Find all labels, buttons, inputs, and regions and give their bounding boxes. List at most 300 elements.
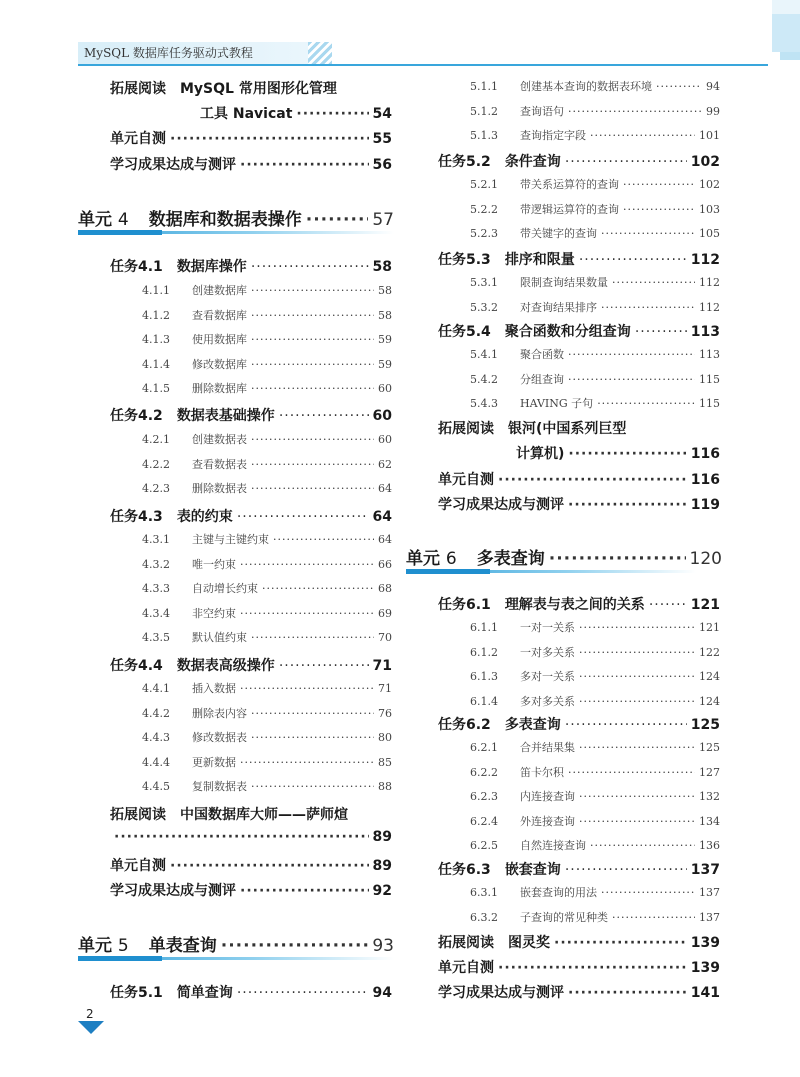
leader-dots (170, 131, 369, 147)
leader-dots (568, 985, 687, 1001)
entry-title: 单元自测 (438, 472, 494, 488)
toc-section-entry[interactable] (142, 580, 392, 596)
leader-dots (568, 348, 695, 361)
toc-unit-test[interactable] (438, 469, 720, 489)
toc-task-entry[interactable] (110, 256, 392, 276)
toc-unit-evaluation[interactable] (438, 494, 720, 514)
toc-task-entry[interactable] (438, 594, 720, 614)
unit-number: 单元 4 (78, 210, 129, 230)
toc-extra-reading-cont[interactable] (110, 829, 392, 845)
header-rule (78, 64, 768, 66)
page-ref: 119 (690, 497, 720, 513)
section-number: 6.2.1 (470, 741, 498, 754)
toc-task-entry[interactable] (110, 982, 392, 1002)
page-number: 2 (86, 1007, 94, 1021)
toc-unit-evaluation[interactable] (110, 154, 392, 174)
section-number: 4.4.3 (142, 731, 170, 745)
toc-extra-reading[interactable] (110, 78, 392, 98)
entry-label: 拓展阅读 (438, 421, 494, 437)
page-ref: 99 (706, 104, 720, 118)
toc-task-entry[interactable] (438, 321, 720, 341)
section-title: 创建基本查询的数据表环境 (520, 80, 652, 93)
leader-dots (273, 533, 374, 546)
section-number: 4.4.5 (142, 780, 170, 794)
leader-dots (590, 129, 695, 142)
section-number: 4.3.2 (142, 557, 170, 571)
task-number: 任务5.3 (438, 252, 491, 268)
section-number: 6.3.1 (470, 886, 498, 899)
section-number: 4.3.5 (142, 631, 170, 645)
page-ref: 59 (378, 357, 392, 371)
leader-dots (279, 408, 369, 424)
page-ref: 54 (372, 106, 392, 122)
leader-dots (568, 446, 686, 462)
toc-section-entry[interactable] (470, 103, 720, 119)
section-number: 5.4.2 (470, 372, 498, 386)
leader-dots (279, 658, 369, 674)
leader-dots (579, 646, 695, 659)
section-title: 删除数据库 (192, 382, 247, 396)
toc-unit-test[interactable] (110, 855, 392, 875)
section-number: 6.1.3 (470, 670, 498, 684)
section-title: 分组查询 (520, 372, 564, 386)
entry-title: 学习成果达成与测评 (110, 157, 236, 173)
page-ref: 103 (699, 202, 720, 216)
page-ref: 102 (690, 154, 720, 170)
page-ref: 89 (372, 858, 392, 874)
section-number: 4.1.4 (142, 357, 170, 371)
task-number: 任务5.1 (110, 985, 163, 1001)
leader-dots (601, 886, 695, 899)
leader-dots (251, 382, 374, 395)
toc-section-entry[interactable] (142, 456, 392, 472)
section-number: 4.3.4 (142, 606, 170, 620)
task-title: 简单查询 (176, 985, 233, 1001)
section-title: 自动增长约束 (192, 582, 258, 596)
section-number: 5.3.2 (470, 300, 498, 314)
toc-task-entry[interactable] (438, 151, 720, 171)
page-ref: 94 (372, 985, 392, 1001)
leader-dots (568, 105, 702, 118)
section-number: 6.1.4 (470, 694, 498, 708)
toc-task-entry[interactable] (438, 859, 720, 879)
toc-unit-heading[interactable] (78, 931, 394, 956)
page-ref: 60 (372, 408, 392, 424)
leader-dots (656, 80, 702, 93)
page-ref: 58 (378, 308, 392, 322)
page-ref: 71 (372, 658, 392, 674)
page-ref: 56 (372, 157, 392, 173)
toc-section-entry[interactable] (470, 909, 720, 925)
leader-dots (240, 682, 374, 695)
toc-section-entry[interactable] (470, 619, 720, 635)
entry-label: 拓展阅读 (110, 807, 166, 823)
toc-section-entry[interactable] (470, 884, 720, 900)
toc-section-entry[interactable] (470, 668, 720, 684)
unit-underline (78, 957, 394, 960)
section-title: 多对多关系 (520, 694, 575, 708)
toc-section-entry[interactable] (142, 705, 392, 721)
section-title: 主键与主键约束 (192, 533, 269, 546)
leader-dots (597, 397, 695, 410)
leader-dots (623, 178, 695, 191)
page-ref: 116 (690, 446, 720, 462)
page-ref: 62 (378, 457, 392, 471)
page-ref: 121 (699, 621, 720, 634)
toc-section-entry[interactable] (142, 307, 392, 323)
section-number: 4.1.3 (142, 333, 170, 347)
leader-dots (240, 756, 374, 769)
section-title: 使用数据库 (192, 333, 247, 347)
page-ref: 102 (699, 178, 720, 191)
page-ref: 136 (699, 839, 720, 853)
task-number: 任务4.2 (110, 408, 163, 424)
toc-unit-heading[interactable] (406, 544, 722, 569)
leader-dots (262, 582, 374, 595)
page-ref: 58 (372, 259, 392, 275)
toc-section-entry[interactable] (142, 331, 392, 347)
page-ref: 69 (378, 606, 392, 620)
section-title: 修改数据库 (192, 357, 247, 371)
section-number: 5.2.3 (470, 227, 498, 241)
page-ref: 124 (699, 670, 720, 684)
leader-dots (237, 509, 369, 525)
section-title: 笛卡尔积 (520, 765, 564, 779)
task-number: 任务6.2 (438, 717, 491, 733)
leader-dots (568, 766, 695, 779)
section-title: 创建数据库 (192, 284, 247, 297)
toc-section-entry[interactable] (470, 739, 720, 755)
section-title: 带逻辑运算符的查询 (520, 202, 619, 216)
leader-dots (240, 157, 369, 173)
section-title: 限制查询结果数量 (520, 276, 608, 289)
section-number: 4.3.3 (142, 582, 170, 596)
toc-section-entry[interactable] (470, 764, 720, 780)
section-title: 查看数据库 (192, 308, 247, 322)
toc-section-entry[interactable] (470, 346, 720, 362)
section-number: 5.4.1 (470, 348, 498, 361)
toc-section-entry[interactable] (142, 556, 392, 572)
page-marker-triangle-icon (78, 1021, 104, 1034)
section-title: 删除数据表 (192, 482, 247, 496)
toc-task-entry[interactable] (438, 249, 720, 269)
section-title: 修改数据表 (192, 731, 247, 745)
page-ref: 132 (699, 790, 720, 804)
unit-number: 单元 6 (406, 549, 457, 569)
toc-unit-heading[interactable] (78, 205, 394, 230)
unit-title: 多表查询 (476, 549, 545, 569)
leader-dots (565, 154, 687, 170)
toc-extra-reading[interactable] (438, 418, 720, 438)
section-number: 4.4.2 (142, 706, 170, 720)
toc-extra-reading[interactable] (110, 804, 392, 824)
page-ref: 68 (378, 582, 392, 596)
entry-title-cont: 计算机) (516, 446, 565, 462)
page-ref: 112 (690, 252, 720, 268)
page-ref: 120 (689, 549, 722, 569)
page-ref: 121 (690, 597, 720, 613)
task-title: 多表查询 (504, 717, 561, 733)
section-title: 带关系运算符的查询 (520, 178, 619, 191)
toc-unit-evaluation[interactable] (438, 982, 720, 1002)
toc-section-entry[interactable] (470, 299, 720, 315)
toc-section-entry[interactable] (470, 693, 720, 709)
section-number: 4.4.4 (142, 755, 170, 769)
section-title: 对查询结果排序 (520, 300, 597, 314)
leader-dots (579, 790, 695, 803)
leader-dots (612, 276, 695, 289)
entry-label: 拓展阅读 (438, 935, 494, 951)
page-ref: 85 (378, 755, 392, 769)
leader-dots (579, 741, 695, 754)
section-title: 查询语句 (520, 104, 564, 118)
task-number: 任务5.4 (438, 324, 491, 340)
toc-unit-evaluation[interactable] (110, 880, 392, 900)
page-ref: 125 (690, 717, 720, 733)
page-ref: 70 (378, 631, 392, 645)
page-ref: 113 (699, 348, 720, 361)
section-title: 查询指定字段 (520, 129, 586, 143)
section-number: 5.1.2 (470, 104, 498, 118)
entry-title: 单元自测 (110, 858, 166, 874)
section-title: 多对一关系 (520, 670, 575, 684)
page-ref: 64 (378, 533, 392, 546)
unit-title: 单表查询 (148, 936, 217, 956)
entry-title: 单元自测 (438, 960, 494, 976)
leader-dots (251, 433, 374, 446)
toc-section-entry[interactable] (470, 644, 720, 660)
leader-dots (251, 482, 374, 495)
section-number: 4.3.1 (142, 533, 170, 546)
page-ref: 137 (699, 910, 720, 924)
toc-section-entry[interactable] (142, 480, 392, 496)
section-title: 非空约束 (192, 606, 236, 620)
section-title: 带关键字的查询 (520, 227, 597, 241)
toc-section-entry[interactable] (470, 837, 720, 853)
toc-section-entry[interactable] (470, 225, 720, 241)
section-number: 5.2.1 (470, 178, 498, 191)
page-ref: 88 (378, 780, 392, 794)
section-title: 更新数据 (192, 755, 236, 769)
section-number: 6.1.1 (470, 621, 498, 634)
section-number: 4.1.5 (142, 382, 170, 396)
toc-task-entry[interactable] (438, 714, 720, 734)
entry-title: 单元自测 (110, 131, 166, 147)
toc-section-entry[interactable] (470, 813, 720, 829)
toc-section-entry[interactable] (470, 78, 720, 94)
leader-dots (251, 731, 374, 744)
leader-dots (251, 458, 374, 471)
page-ref: 55 (372, 131, 392, 147)
toc-task-entry[interactable] (110, 405, 392, 425)
toc-unit-test[interactable] (438, 957, 720, 977)
unit-underline (406, 570, 696, 573)
task-title: 表的约束 (176, 509, 233, 525)
page-ref: 139 (690, 960, 720, 976)
section-title: 聚合函数 (520, 348, 564, 361)
task-number: 任务4.3 (110, 509, 163, 525)
leader-dots (601, 227, 695, 240)
page-ref: 64 (378, 482, 392, 496)
page-header (0, 0, 800, 62)
leader-dots (170, 858, 369, 874)
task-title: 嵌套查询 (504, 862, 561, 878)
page-ref: 116 (690, 472, 720, 488)
task-title: 聚合函数和分组查询 (504, 324, 631, 340)
section-title: 自然连接查询 (520, 839, 586, 853)
toc-unit-test[interactable] (110, 128, 392, 148)
leader-dots (568, 373, 695, 386)
page-ref: 112 (699, 276, 720, 289)
entry-title: 图灵奖 (508, 935, 550, 951)
entry-title: 银河(中国系列巨型 (508, 421, 627, 437)
leader-dots (579, 621, 695, 634)
unit-index: 6 (445, 549, 457, 569)
toc-extra-reading-cont[interactable] (200, 103, 392, 123)
unit-number: 单元 5 (78, 936, 129, 956)
toc-section-entry[interactable] (470, 788, 720, 804)
leader-dots (237, 985, 369, 1001)
toc-task-entry[interactable] (110, 655, 392, 675)
page-ref: 115 (699, 397, 720, 411)
section-number: 5.3.1 (470, 276, 498, 289)
unit-index: 5 (117, 936, 129, 956)
leader-dots (635, 324, 687, 340)
section-number: 6.3.2 (470, 910, 498, 924)
section-title: 复制数据表 (192, 780, 247, 794)
toc-section-entry[interactable] (142, 729, 392, 745)
task-number: 任务4.4 (110, 658, 163, 674)
task-title: 数据库操作 (176, 259, 247, 275)
section-number: 4.2.3 (142, 482, 170, 496)
section-title: 唯一约束 (192, 557, 236, 571)
section-number: 4.1.2 (142, 308, 170, 322)
toc-section-entry[interactable] (470, 176, 720, 192)
page-ref: 60 (378, 433, 392, 446)
unit-underline (78, 231, 394, 234)
page-ref: 112 (699, 300, 720, 314)
toc-section-entry[interactable] (470, 274, 720, 290)
toc-section-entry[interactable] (142, 431, 392, 447)
task-number: 任务6.1 (438, 597, 491, 613)
section-title: HAVING 子句 (520, 397, 594, 411)
leader-dots (296, 106, 368, 122)
task-number: 任务4.1 (110, 259, 163, 275)
page-ref: 127 (699, 765, 720, 779)
toc-section-entry[interactable] (142, 778, 392, 794)
page-ref: 89 (372, 829, 392, 845)
page-ref: 59 (378, 333, 392, 347)
section-number: 5.1.1 (470, 80, 498, 93)
page-ref: 125 (699, 741, 720, 754)
toc-section-entry[interactable] (142, 680, 392, 696)
page-ref: 94 (706, 80, 720, 93)
toc-section-entry[interactable] (142, 629, 392, 645)
header-stripe-decoration (308, 42, 332, 64)
book-title: MySQL 数据库任务驱动式教程 (84, 46, 253, 60)
section-title: 内连接查询 (520, 790, 575, 804)
toc-section-entry[interactable] (142, 282, 392, 298)
leader-dots (612, 911, 695, 924)
page-ref: 134 (699, 814, 720, 828)
leader-dots (251, 358, 374, 371)
page-ref: 113 (690, 324, 720, 340)
section-number: 6.2.3 (470, 790, 498, 804)
edge-tab-decoration (772, 0, 800, 1077)
page-ref: 139 (690, 935, 720, 951)
toc-section-entry[interactable] (142, 531, 392, 547)
entry-title: 学习成果达成与测评 (438, 497, 564, 513)
page-ref: 141 (690, 985, 720, 1001)
entry-title: 中国数据库大师——萨师煊 (180, 807, 348, 823)
page-ref: 64 (372, 509, 392, 525)
leader-dots (251, 707, 374, 720)
leader-dots (251, 333, 374, 346)
toc-section-entry[interactable] (470, 371, 720, 387)
entry-label: 拓展阅读 (110, 81, 166, 97)
toc-section-entry[interactable] (142, 605, 392, 621)
leader-dots (306, 210, 369, 230)
leader-dots (240, 607, 374, 620)
toc-section-entry[interactable] (470, 127, 720, 143)
leader-dots (565, 717, 687, 733)
leader-dots (251, 631, 374, 644)
leader-dots (498, 472, 687, 488)
page-ref: 66 (378, 557, 392, 571)
page-ref: 101 (699, 129, 720, 143)
page-ref: 137 (690, 862, 720, 878)
page-ref: 71 (378, 682, 392, 695)
section-number: 4.1.1 (142, 284, 170, 297)
page-ref: 76 (378, 706, 392, 720)
section-number: 6.2.5 (470, 839, 498, 853)
page-ref: 137 (699, 886, 720, 899)
leader-dots (568, 497, 687, 513)
toc-section-entry[interactable] (470, 395, 720, 411)
page-ref: 124 (699, 694, 720, 708)
section-number: 5.1.3 (470, 129, 498, 143)
section-number: 4.2.2 (142, 457, 170, 471)
page-ref: 93 (372, 936, 394, 956)
toc-section-entry[interactable] (142, 356, 392, 372)
page-ref: 105 (699, 227, 720, 241)
section-title: 一对多关系 (520, 645, 575, 659)
section-title: 子查询的常见种类 (520, 910, 608, 924)
entry-title: 学习成果达成与测评 (110, 883, 236, 899)
leader-dots (251, 780, 374, 793)
toc-task-entry[interactable] (110, 506, 392, 526)
unit-index: 4 (117, 210, 129, 230)
section-title: 外连接查询 (520, 814, 575, 828)
section-number: 6.1.2 (470, 645, 498, 659)
leader-dots (114, 829, 369, 845)
leader-dots (579, 815, 695, 828)
entry-title: 学习成果达成与测评 (438, 985, 564, 1001)
page-ref: 80 (378, 731, 392, 745)
page-ref: 57 (372, 210, 394, 230)
toc-section-entry[interactable] (142, 380, 392, 396)
toc-extra-reading-cont[interactable] (516, 443, 720, 463)
toc-extra-reading[interactable] (438, 932, 720, 952)
toc-section-entry[interactable] (142, 754, 392, 770)
section-title: 一对一关系 (520, 621, 575, 634)
section-number: 6.2.4 (470, 814, 498, 828)
leader-dots (251, 309, 374, 322)
page-ref: 60 (378, 382, 392, 396)
task-title: 理解表与表之间的关系 (504, 597, 645, 613)
toc-section-entry[interactable] (470, 201, 720, 217)
leader-dots (601, 301, 695, 314)
